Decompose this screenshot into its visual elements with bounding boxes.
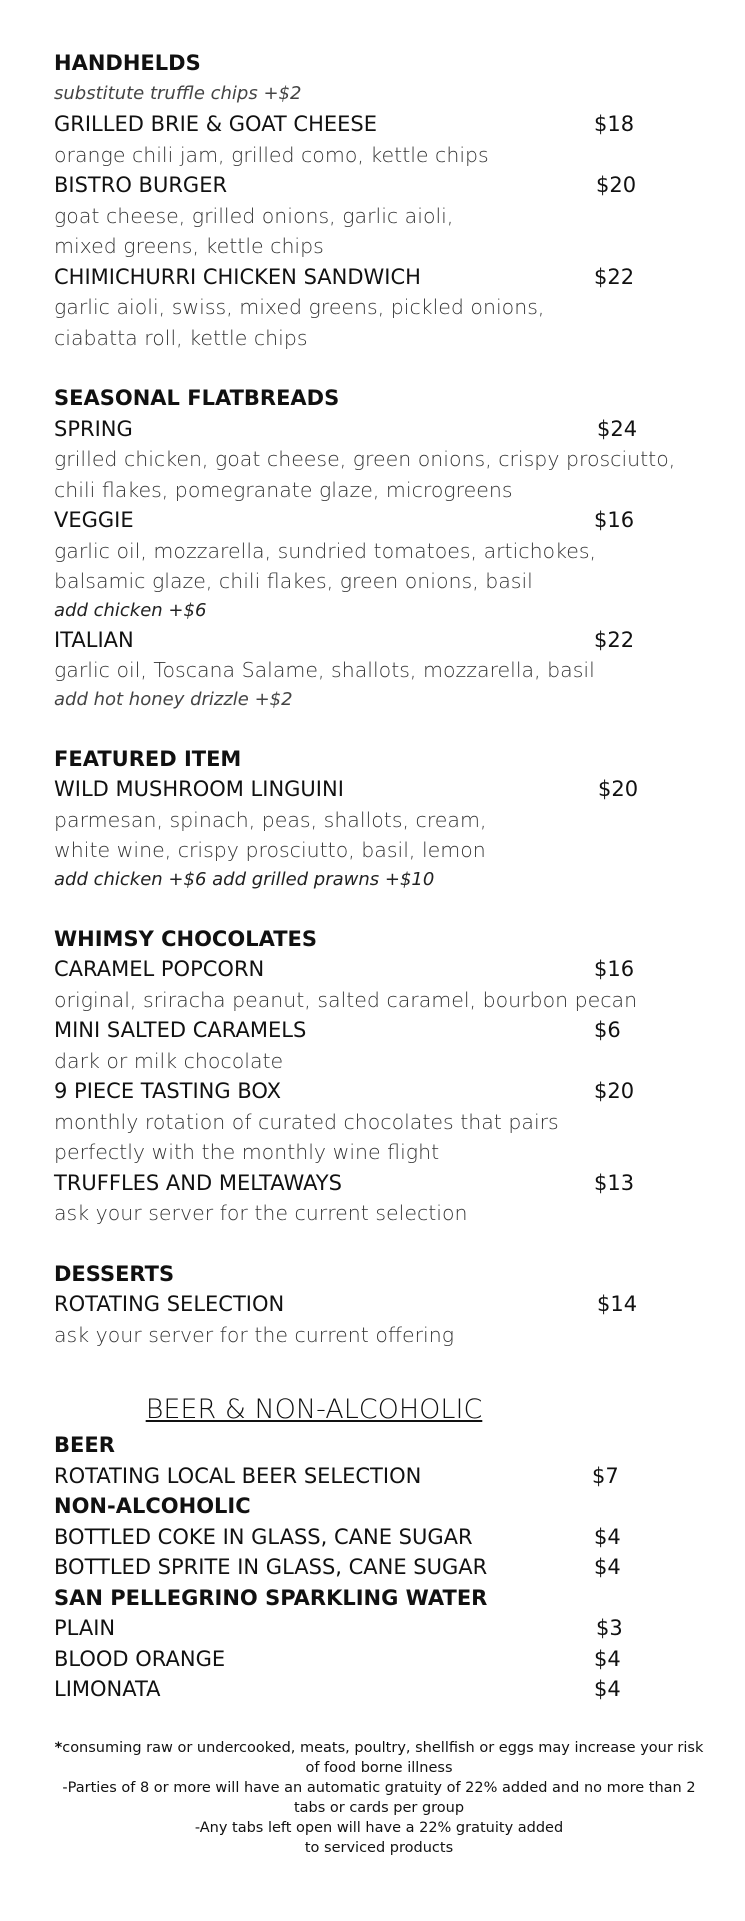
item-name: 9 PIECE TASTING BOX (54, 1079, 281, 1103)
item-name: TRUFFLES AND MELTAWAYS (54, 1170, 342, 1195)
section-heading-beer: BEER (54, 1433, 115, 1457)
item-description: mixed greens, kettle chips (54, 234, 324, 258)
beverage-item (54, 1461, 694, 1492)
item-price: $6 (594, 1018, 621, 1042)
section-spacer (54, 714, 694, 744)
item-price: $4 (594, 1677, 621, 1701)
item-description: orange chili jam, grilled como, kettle chips (54, 142, 489, 167)
section-spacer (54, 1350, 694, 1390)
item-price: $20 (598, 777, 639, 801)
section-heading-sparkling-water: SAN PELLEGRINO SPARKLING WATER (54, 1585, 488, 1610)
item-price: $3 (596, 1616, 623, 1640)
menu-item-italian (54, 625, 694, 656)
beverages-title: BEER & NON-ALCOHOLIC (145, 1394, 483, 1425)
disclaimer-open-tabs: -Any tabs left open will have a 22% gratuity added (194, 1820, 564, 1836)
beverage-item (54, 1674, 694, 1705)
item-description: monthly rotation of curated chocolates that pairs (54, 1109, 559, 1134)
item-price: $20 (594, 1079, 635, 1103)
item-description: ask your server for the current offering (54, 1322, 455, 1347)
item-name: BOTTLED COKE IN GLASS, CANE SUGAR (54, 1524, 473, 1549)
item-name: ROTATING SELECTION (54, 1292, 285, 1316)
item-description: goat cheese, grilled onions, garlic aioli, (54, 203, 454, 228)
menu-item-wild-mushroom-linguini (54, 774, 694, 805)
item-name: ROTATING LOCAL BEER SELECTION (54, 1463, 422, 1488)
item-price: $4 (594, 1524, 621, 1549)
substitute-note: substitute truffle chips +$2 (54, 82, 302, 104)
section-heading-desserts: DESSERTS (54, 1261, 175, 1286)
disclaimer-footer (54, 1738, 704, 1858)
section-heading-flatbreads: SEASONAL FLATBREADS (54, 386, 340, 410)
menu-item-rotating-selection (54, 1289, 694, 1320)
section-spacer (54, 1229, 694, 1259)
section-heading-non-alcoholic: NON-ALCOHOLIC (54, 1494, 251, 1518)
section-spacer (54, 894, 694, 924)
item-description: white wine, crispy prosciutto, basil, lemon (54, 838, 486, 862)
section-heading-featured: FEATURED ITEM (54, 746, 242, 771)
item-description: parmesan, spinach, peas, shallots, cream, (54, 807, 487, 832)
menu-item-bistro-burger (54, 170, 694, 201)
item-price: $13 (594, 1170, 635, 1195)
item-description: original, sriracha peanut, salted caramel, bourbon pecan (54, 987, 638, 1012)
item-name: PLAIN (54, 1616, 116, 1640)
menu-item-caramel-popcorn (54, 954, 694, 985)
item-name: LIMONATA (54, 1677, 161, 1701)
item-name: BLOOD ORANGE (54, 1646, 226, 1671)
addon-note: add chicken +$6 (54, 599, 207, 621)
item-price: $22 (594, 264, 635, 289)
menu-item-tasting-box (54, 1076, 694, 1107)
beverage-item (54, 1644, 694, 1675)
item-name: MINI SALTED CARAMELS (54, 1018, 307, 1042)
asterisk: * (54, 1740, 63, 1756)
beverage-item (54, 1552, 694, 1583)
item-price: $24 (597, 416, 638, 441)
item-name: BOTTLED SPRITE IN GLASS, CANE SUGAR (54, 1555, 488, 1579)
addon-note: add chicken +$6 add grilled prawns +$10 (54, 868, 435, 890)
item-description: perfectly with the monthly wine flight (54, 1140, 440, 1164)
section-heading-chocolates: WHIMSY CHOCOLATES (54, 926, 317, 951)
item-price: $16 (594, 508, 635, 532)
item-description: ciabatta roll, kettle chips (54, 325, 308, 350)
item-description: balsamic glaze, chili flakes, green onions, basil (54, 569, 533, 593)
item-name: BISTRO BURGER (54, 173, 228, 197)
menu-item-mini-salted-caramels (54, 1015, 694, 1046)
item-description: garlic oil, mozzarella, sundried tomatoes, artichokes, (54, 538, 597, 563)
item-name: CHIMICHURRI CHICKEN SANDWICH (54, 264, 421, 289)
menu-item-spring (54, 414, 694, 445)
item-price: $4 (594, 1646, 621, 1671)
section-spacer (54, 353, 694, 383)
item-price: $22 (594, 627, 635, 652)
item-description: garlic aioli, swiss, mixed greens, pickled onions, (54, 295, 545, 319)
disclaimer-raw-food (54, 1738, 704, 1778)
beverage-item (54, 1613, 694, 1644)
item-price: $18 (594, 112, 635, 136)
section-heading-handhelds: HANDHELDS (54, 51, 201, 75)
item-description: dark or milk chocolate (54, 1048, 284, 1073)
item-description: ask your server for the current selection (54, 1201, 468, 1225)
item-name: SPRING (54, 416, 133, 441)
menu-item-chimichurri-sandwich (54, 262, 694, 293)
item-description: grilled chicken, goat cheese, green onions, crispy prosciutto, (54, 447, 676, 471)
item-price: $16 (594, 957, 635, 981)
item-name: WILD MUSHROOM LINGUINI (54, 777, 344, 801)
addon-note: add hot honey drizzle +$2 (54, 688, 293, 710)
beverage-item (54, 1522, 694, 1553)
disclaimer-open-tabs-cont: to serviced products (304, 1840, 454, 1856)
item-description: garlic oil, Toscana Salame, shallots, mozzarella, basil (54, 658, 595, 682)
menu-body (54, 48, 694, 1705)
disclaimer-gratuity: -Parties of 8 or more will have an automatic gratuity of 22% added and no more than 2 tabs or cards per group (62, 1780, 696, 1816)
item-name: CARAMEL POPCORN (54, 957, 265, 981)
menu-item-truffles-meltaways (54, 1168, 694, 1199)
item-description: chili flakes, pomegranate glaze, microgreens (54, 477, 513, 502)
item-price: $20 (596, 173, 637, 197)
item-name: ITALIAN (54, 627, 134, 652)
disclaimer-text: consuming raw or undercooked, meats, poultry, shellfish or eggs may increase your risk of food borne illness (62, 1740, 704, 1776)
item-price: $14 (597, 1292, 638, 1316)
menu-item-grilled-brie (54, 109, 694, 140)
item-price: $7 (592, 1463, 619, 1488)
item-price: $4 (594, 1555, 621, 1579)
item-name: VEGGIE (54, 508, 134, 532)
menu-item-veggie (54, 505, 694, 536)
item-name: GRILLED BRIE & GOAT CHEESE (54, 112, 378, 136)
